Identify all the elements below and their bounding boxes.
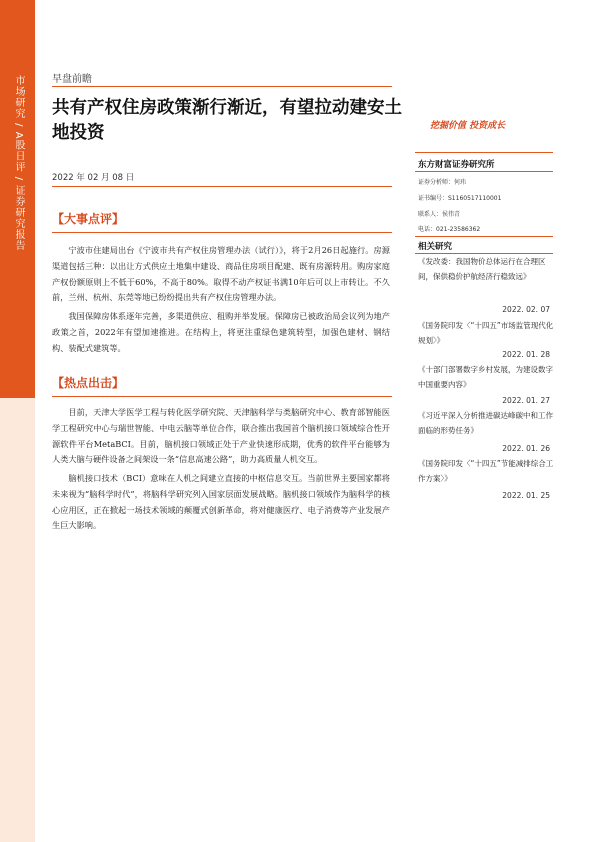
related-item-date: 2022. 01. 25 (502, 491, 550, 500)
section-heading-hotspot: 【热点出击】 (52, 376, 125, 390)
section-label: 早盘前瞻 (52, 74, 92, 85)
related-item-title[interactable]: 《发改委：我国物价总体运行在合理区间，保供稳价护航经济行稳致远》 (418, 257, 546, 281)
date-divider (52, 186, 392, 187)
related-item-date: 2022. 01. 27 (502, 396, 550, 405)
related-item-title[interactable]: 《十部门部署数字乡村发展，为建设数字中国重要内容》 (418, 365, 553, 389)
contact-phone: 电话：021-23586362 (418, 226, 481, 233)
paragraph: 目前，天津大学医学工程与转化医学研究院、天津脑科学与类脑研究中心、教育部智能医学工程研究中心与瑞世智能、中电云脑等单位合作，联合推出我国首个脑机接口领域综合性开源软件平台MetaBCI。目前，脑机接口领域正处于产业快速形成期，优秀的软件平台能够为人类大脑与硬件设备之间架设一条“信息高速公路”，助力高质量人机交互。 (52, 407, 390, 465)
related-item-title[interactable]: 《习近平深入分析推进碳达峰碳中和工作面临的形势任务》 (418, 411, 553, 435)
related-item-date: 2022. 02. 07 (502, 305, 550, 314)
slogan: 挖掘价值 投资成长 (430, 121, 506, 131)
title-divider (52, 86, 392, 87)
contact-name: 联系人：侯伟青 (418, 211, 461, 218)
report-date: 2022 年 02 月 08 日 (52, 173, 135, 183)
paragraph: 脑机接口技术（BCI）意味在人机之间建立直接的中枢信息交互。当前世界主要国家都将未来视为“脑科学时代”，将脑科学研究列入国家层面发展战略。脑机接口领域作为脑科学的核心应用区，正在掀起一场技术领域的颠覆式创新革命，将对健康医疗、电子消费等产业发展产生巨大影响。 (52, 473, 390, 531)
firm-name-divider (415, 171, 553, 172)
related-heading: 相关研究 (418, 242, 453, 252)
related-top-divider (415, 236, 553, 237)
sidebar-label: 市场研究 / A股日评 / 证券研究报告 (13, 75, 24, 252)
analyst-cert: 证书编号：S1160517110001 (418, 195, 502, 202)
paragraph: 宁波市住建局出台《宁波市共有产权住房管理办法（试行）》，将于2月26日起施行。房源渠道包括三种：以出让方式供应土地集中建设、商品住房项目配建、既有房源转用。购房家庭产权份额原则上不低于60%，不高于80%。取得不动产权证书满10年后可以上市转让。不久前，兰州、杭州、东莞等地已纷纷提出共有产权住房管理办法。 (52, 245, 390, 303)
paragraph: 我国保障房体系逐年完善，多渠道供应、租购并举发展。保障房已被政治局会议列为地产政策之首，2022年有望加速推进。在结构上，将更注重绿色建筑转型，加强色建材、钢结构、装配式建筑等。 (52, 311, 390, 353)
analyst-name: 证券分析师：何玮 (418, 179, 467, 186)
firm-top-divider (415, 152, 553, 153)
section-divider (52, 232, 392, 233)
related-item-date: 2022. 01. 28 (502, 350, 550, 359)
related-item-date: 2022. 01. 26 (502, 444, 550, 453)
related-item-title[interactable]: 《国务院印发〈“十四五”市场监管现代化规划〉》 (418, 321, 554, 345)
related-item-title[interactable]: 《国务院印发〈“十四五”节能减排综合工作方案〉》 (418, 459, 554, 483)
section-heading-events: 【大事点评】 (52, 212, 125, 226)
section-divider (52, 396, 392, 397)
page-title: 共有产权住房政策渐行渐近，有望拉动建安土地投资 (52, 98, 402, 143)
firm-name: 东方财富证券研究所 (418, 160, 495, 170)
